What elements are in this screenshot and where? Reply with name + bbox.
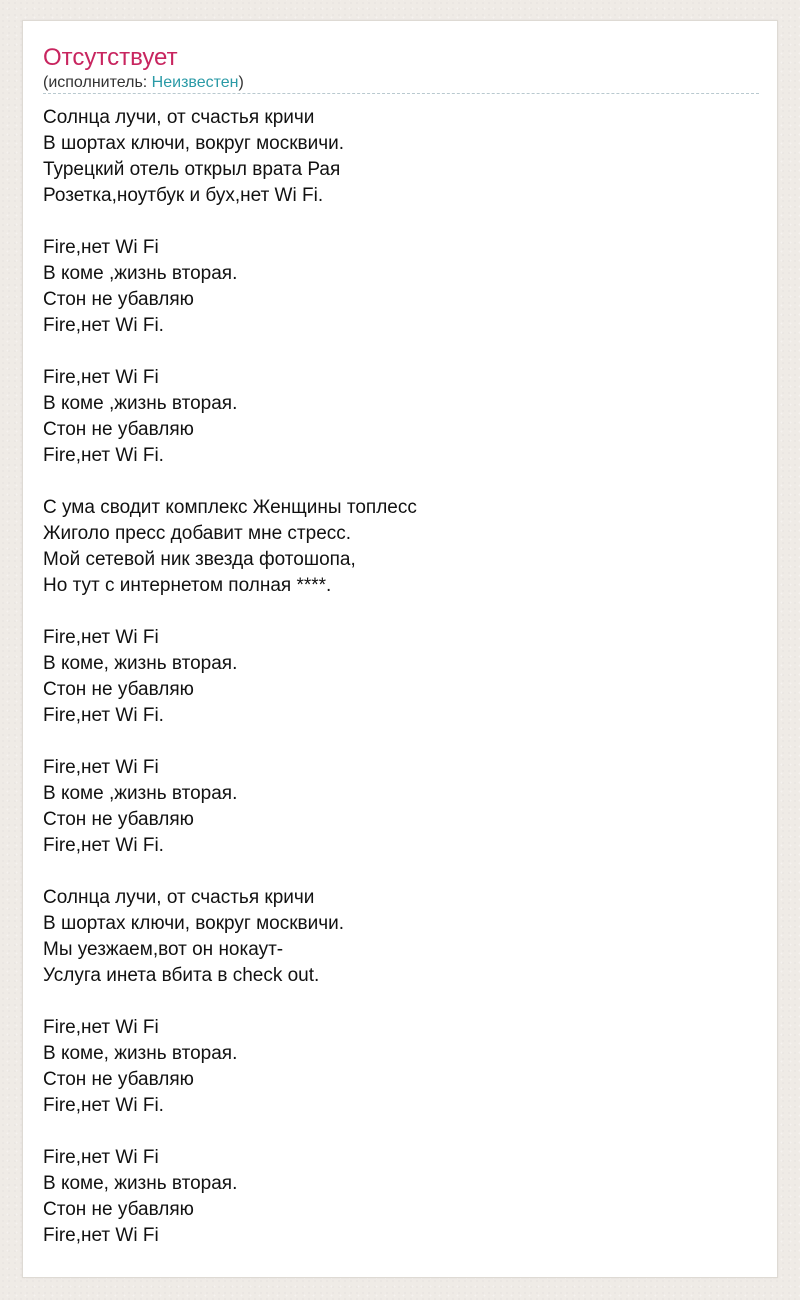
lyric-line: Стон не убавляю [43, 289, 194, 310]
lyric-line: В коме ,жизнь вторая. [43, 783, 238, 804]
lyric-line: Fire,нет Wi Fi. [43, 835, 164, 856]
song-title: Отсутствует [43, 44, 178, 71]
lyrics-stanza [43, 1015, 759, 1119]
title-divider [43, 93, 759, 94]
lyrics-stanza [43, 625, 759, 729]
lyric-line: Стон не убавляю [43, 679, 194, 700]
lyric-line: В коме, жизнь вторая. [43, 1043, 238, 1064]
lyric-line: Fire,нет Wi Fi [43, 1225, 159, 1246]
lyric-line: Розетка,ноутбук и бух,нет Wi Fi. [43, 185, 324, 206]
lyric-line: Стон не убавляю [43, 419, 194, 440]
lyrics-stanza [43, 885, 759, 989]
lyrics-card [22, 20, 778, 1278]
lyric-line: Жиголо пресс добавит мне стресс. [43, 523, 352, 544]
lyric-line: Fire,нет Wi Fi [43, 367, 159, 388]
lyric-line: Fire,нет Wi Fi [43, 757, 159, 778]
lyric-line: Fire,нет Wi Fi. [43, 315, 164, 336]
lyrics-stanza [43, 105, 759, 209]
lyric-line: С ума сводит комплекс Женщины топлесс [43, 497, 417, 518]
lyric-line: Стон не убавляю [43, 1199, 194, 1220]
lyric-line: Мы уезжаем,вот он нокаут- [43, 939, 284, 960]
lyrics-text [43, 105, 759, 1249]
lyric-line: Мой сетевой ник звезда фотошопа, [43, 549, 356, 570]
lyric-line: Услуга инета вбита в check out. [43, 965, 320, 986]
lyrics-stanza [43, 755, 759, 859]
lyric-line: В шортах ключи, вокруг москвичи. [43, 913, 345, 934]
lyrics-stanza [43, 365, 759, 469]
lyric-line: В коме ,жизнь вторая. [43, 263, 238, 284]
artist-line [43, 73, 244, 93]
lyric-line: В коме, жизнь вторая. [43, 1173, 238, 1194]
lyric-line: Fire,нет Wi Fi. [43, 705, 164, 726]
lyric-line: Но тут с интернетом полная ****. [43, 575, 332, 596]
lyric-line: Fire,нет Wi Fi [43, 1017, 159, 1038]
lyric-line: Стон не убавляю [43, 809, 194, 830]
lyrics-stanza [43, 1145, 759, 1249]
lyric-line: В шортах ключи, вокруг москвичи. [43, 133, 345, 154]
lyrics-stanza [43, 235, 759, 339]
lyric-line: Fire,нет Wi Fi [43, 627, 159, 648]
lyric-line: Fire,нет Wi Fi. [43, 1095, 164, 1116]
lyric-line: Fire,нет Wi Fi. [43, 445, 164, 466]
artist-link[interactable]: Неизвестен [151, 74, 239, 91]
lyric-line: В коме, жизнь вторая. [43, 653, 238, 674]
lyric-line: Стон не убавляю [43, 1069, 194, 1090]
artist-suffix: ) [238, 74, 244, 91]
lyric-line: Солнца лучи, от счастья кричи [43, 107, 315, 128]
lyrics-stanza [43, 495, 759, 599]
lyric-line: Fire,нет Wi Fi [43, 1147, 159, 1168]
artist-prefix: (исполнитель: [43, 74, 152, 91]
lyric-line: Fire,нет Wi Fi [43, 237, 159, 258]
lyric-line: Турецкий отель открыл врата Рая [43, 159, 341, 180]
lyric-line: Солнца лучи, от счастья кричи [43, 887, 315, 908]
lyric-line: В коме ,жизнь вторая. [43, 393, 238, 414]
